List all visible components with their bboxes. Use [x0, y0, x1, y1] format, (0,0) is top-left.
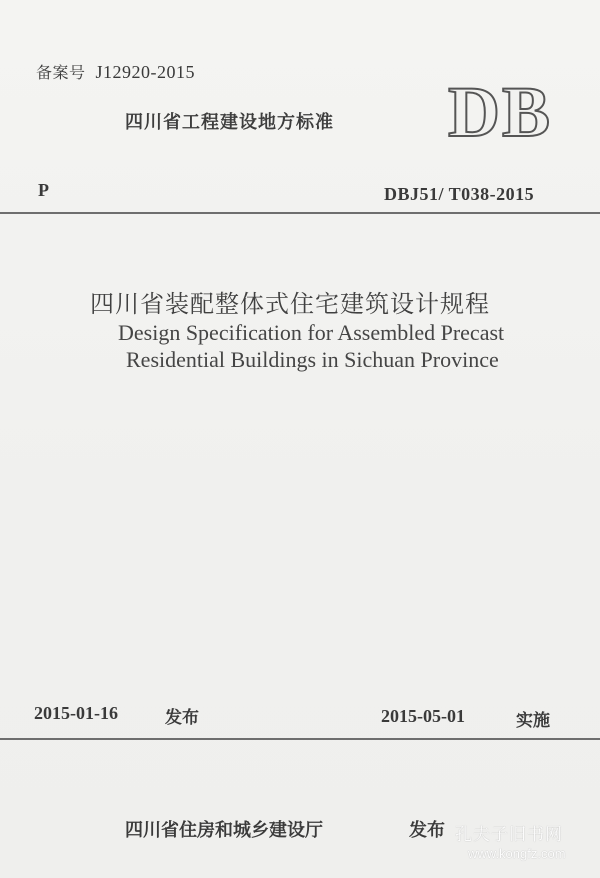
record-label: 备案号 [36, 63, 86, 82]
title-chinese: 四川省装配整体式住宅建筑设计规程 [90, 290, 490, 318]
watermark-text: 孔夫子旧书网 [455, 825, 563, 845]
header-divider [0, 212, 600, 214]
publish-label: 发布 [409, 820, 445, 841]
standard-code: DBJ51/ T038-2015 [384, 184, 535, 204]
implement-date: 2015-05-01 [381, 706, 465, 726]
title-english-line2: Residential Buildings in Sichuan Province [126, 347, 499, 372]
issue-label: 发布 [165, 708, 199, 728]
record-number: J12920-2015 [95, 62, 196, 82]
issue-date: 2015-01-16 [34, 703, 118, 723]
db-logo: DB [448, 72, 553, 152]
footer-divider [0, 738, 600, 740]
title-english-line1: Design Specification for Assembled Precast [118, 320, 505, 345]
implement-label: 实施 [516, 711, 550, 731]
category-code: P [38, 180, 49, 200]
standard-class: 四川省工程建设地方标准 [125, 112, 334, 133]
publisher: 四川省住房和城乡建设厅 [125, 820, 323, 841]
watermark-url: www.kongfz.com [468, 846, 566, 861]
record-number-line [36, 60, 195, 83]
